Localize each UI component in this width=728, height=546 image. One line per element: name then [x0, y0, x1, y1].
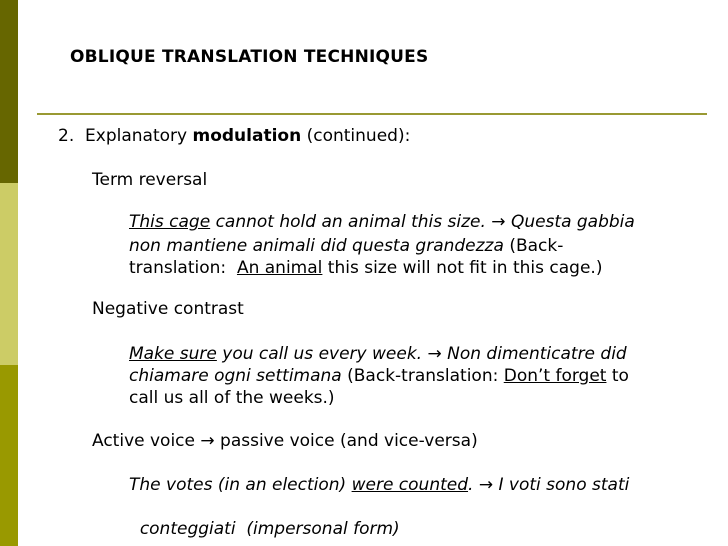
point-heading	[58, 125, 410, 147]
example-italic: .	[468, 475, 474, 495]
arrow-icon: →	[491, 212, 506, 232]
slide-title: OBLIQUE TRANSLATION TECHNIQUES	[70, 47, 429, 67]
example-underlined: This cage	[129, 212, 211, 232]
arrow-icon: →	[427, 344, 442, 364]
point-lead: Explanatory	[85, 126, 188, 146]
example-line	[129, 474, 629, 496]
point-number: 2.	[58, 126, 75, 146]
example-italic: I voti sono stati	[498, 475, 630, 495]
example-italic: Questa gabbia	[510, 212, 635, 232]
example-text: translation:	[129, 258, 227, 278]
example-italic: cannot hold an animal this size.	[215, 212, 486, 232]
example-text: this size will not fit in this cage.)	[327, 258, 603, 278]
decor-stripe-middle	[0, 183, 18, 365]
section-heading-term-reversal: Term reversal	[92, 170, 208, 190]
example-line	[129, 211, 635, 233]
example-line	[129, 496, 400, 540]
point-tail: (continued):	[306, 126, 411, 146]
example-italic: you call us every week.	[222, 344, 423, 364]
decor-stripe-top	[0, 0, 18, 183]
example-italic: Non dimenticatre did	[447, 344, 627, 364]
example-italic: The votes (in an election)	[129, 475, 347, 495]
example-line	[129, 365, 629, 387]
example-line	[129, 257, 602, 279]
arrow-icon: →	[478, 475, 494, 495]
example-line	[129, 235, 563, 257]
example-italic: non mantiene animali did questa grandezza	[129, 236, 504, 256]
section-heading-negative-contrast: Negative contrast	[92, 299, 244, 319]
example-line: call us all of the weeks.)	[129, 388, 335, 408]
example-italic: chiamare ogni settimana	[129, 366, 342, 386]
example-underlined: Make sure	[129, 344, 217, 364]
title-divider	[37, 113, 707, 115]
example-text: to	[611, 366, 629, 386]
point-keyword: modulation	[192, 126, 302, 146]
example-text: (Back-translation:	[347, 366, 499, 386]
example-underlined: An animal	[236, 258, 323, 278]
section-heading-active-voice: Active voice → passive voice (and vice-versa)	[92, 431, 478, 451]
decor-stripe-bottom	[0, 365, 18, 546]
example-italic: conteggiati (impersonal form)	[139, 519, 400, 539]
example-line	[129, 343, 627, 365]
example-underlined: Don’t forget	[503, 366, 607, 386]
example-text: (Back-	[509, 236, 564, 256]
example-underlined: were counted	[351, 475, 469, 495]
